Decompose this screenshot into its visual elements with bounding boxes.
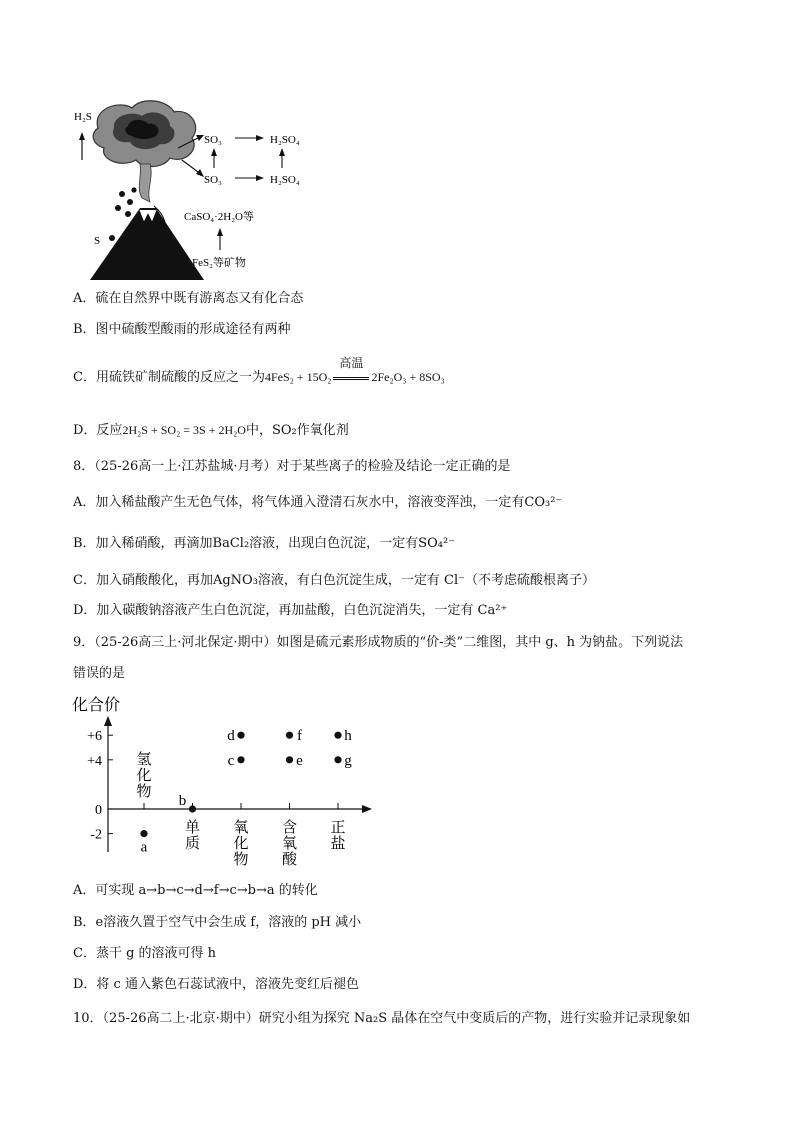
x-axis-arrow [362,805,372,813]
category-label: 氢化物 [136,752,152,800]
q9-option-c: C．蒸干 g 的溶液可得 h [73,946,217,961]
so3-top-label: SO₃ [204,134,222,146]
q7-option-c [73,356,445,387]
sulfur-cycle-figure [70,98,310,288]
y-tick-label: 0 [95,803,102,818]
q10-stem: 10．（25-26高二上·北京·期中）研究小组为探究 Na₂S 晶体在空气中变质后的产物，进行实验并记录现象如 [73,1011,691,1026]
q7-option-c-condition: 高温 [339,356,364,370]
point-a [140,830,147,837]
h2so4-bottom-label: H₂SO₄ [270,174,300,186]
point-d [237,732,244,739]
fes2-label: FeS₂等矿物 [192,257,246,269]
q7-option-c-condition-arrow [331,356,371,386]
point-f [286,732,293,739]
q8-option-a: A．加入稀盐酸产生无色气体，将气体通入澄清石灰水中，溶液变浑浊，一定有CO₃²⁻ [73,495,563,510]
q7-option-c-prefix: C．用硫铁矿制硫酸的反应之一为 [73,370,265,385]
y-tick-label: +6 [87,729,102,745]
category-label: 含氧酸 [281,820,298,868]
y-axis-arrow [104,716,112,726]
point-label-e: e [296,752,303,769]
point-label-b: b [178,793,187,809]
y-tick-label: +4 [87,753,102,769]
point-label-a: a [140,839,148,856]
q7-option-c-eq-right: 2Fe₂O₃ + 8SO₃ [371,370,445,384]
q7-option-d-eq: 2H₂S + SO₂ = 3S + 2H₂O [122,423,246,437]
q9-option-d: D．将 c 通入紫色石蕊试液中，溶液先变红后褪色 [73,977,359,992]
q9-option-b: B．e溶液久置于空气中会生成 f，溶液的 pH 减小 [73,915,362,930]
h2s-label: H₂S [74,111,92,123]
q7-option-d-prefix: D．反应 [73,423,123,438]
q8-option-c: C．加入硝酸酸化，再加AgNO₃溶液，有白色沉淀生成，一定有 Cl⁻（不考虑硫酸根离子） [73,573,595,588]
q7-option-d [73,421,349,440]
point-e [286,756,293,763]
q7-option-c-eq-left: 4FeS₂ + 15O₂ [264,370,332,384]
category-label: 单质 [184,820,201,852]
q9-stem-line2: 错误的是 [73,666,126,681]
q7-option-a: A．硫在自然界中既有游离态又有化合态 [73,291,304,306]
point-label-g: g [344,752,352,769]
point-label-f: f [297,728,302,745]
point-b [189,805,196,812]
q7-option-d-suffix: 中，SO₂作氧化剂 [245,423,349,438]
so3-bottom-label: SO₃ [204,174,222,186]
category-label: 正盐 [330,820,346,852]
point-h [334,732,341,739]
y-tick-label: -2 [90,827,102,843]
q9-option-a: A．可实现 a→b→c→d→f→c→b→a 的转化 [73,883,318,898]
s-label: S [94,235,101,247]
q8-option-d: D．加入碳酸钠溶液产生白色沉淀，再加盐酸，白色沉淀消失，一定有 Ca²⁺ [73,603,508,618]
category-label: 氧化物 [233,820,249,868]
q8-option-b: B．加入稀硝酸，再滴加BaCl₂溶液，出现白色沉淀，一定有SO₄²⁻ [73,536,456,551]
point-label-d: d [227,728,235,745]
point-label-h: h [344,728,352,745]
valence-class-chart [68,692,388,872]
q9-stem-line1: 9．（25-26高三上·河北保定·期中）如图是硫元素形成物质的“价-类”二维图，其中 g、h 为钠盐。下列说法 [73,635,684,650]
h2so4-top-label: H₂SO₄ [270,134,300,146]
point-g [334,756,341,763]
caso4-label: CaSO₄·2H₂O等 [184,211,255,223]
q8-stem: 8．（25-26高一上·江苏盐城·月考）对于某些离子的检验及结论一定正确的是 [73,459,511,474]
point-c [237,756,244,763]
q7-option-b: B．图中硫酸型酸雨的形成途径有两种 [73,322,291,337]
y-axis-label: 化合价 [72,697,121,714]
point-label-c: c [227,752,235,769]
